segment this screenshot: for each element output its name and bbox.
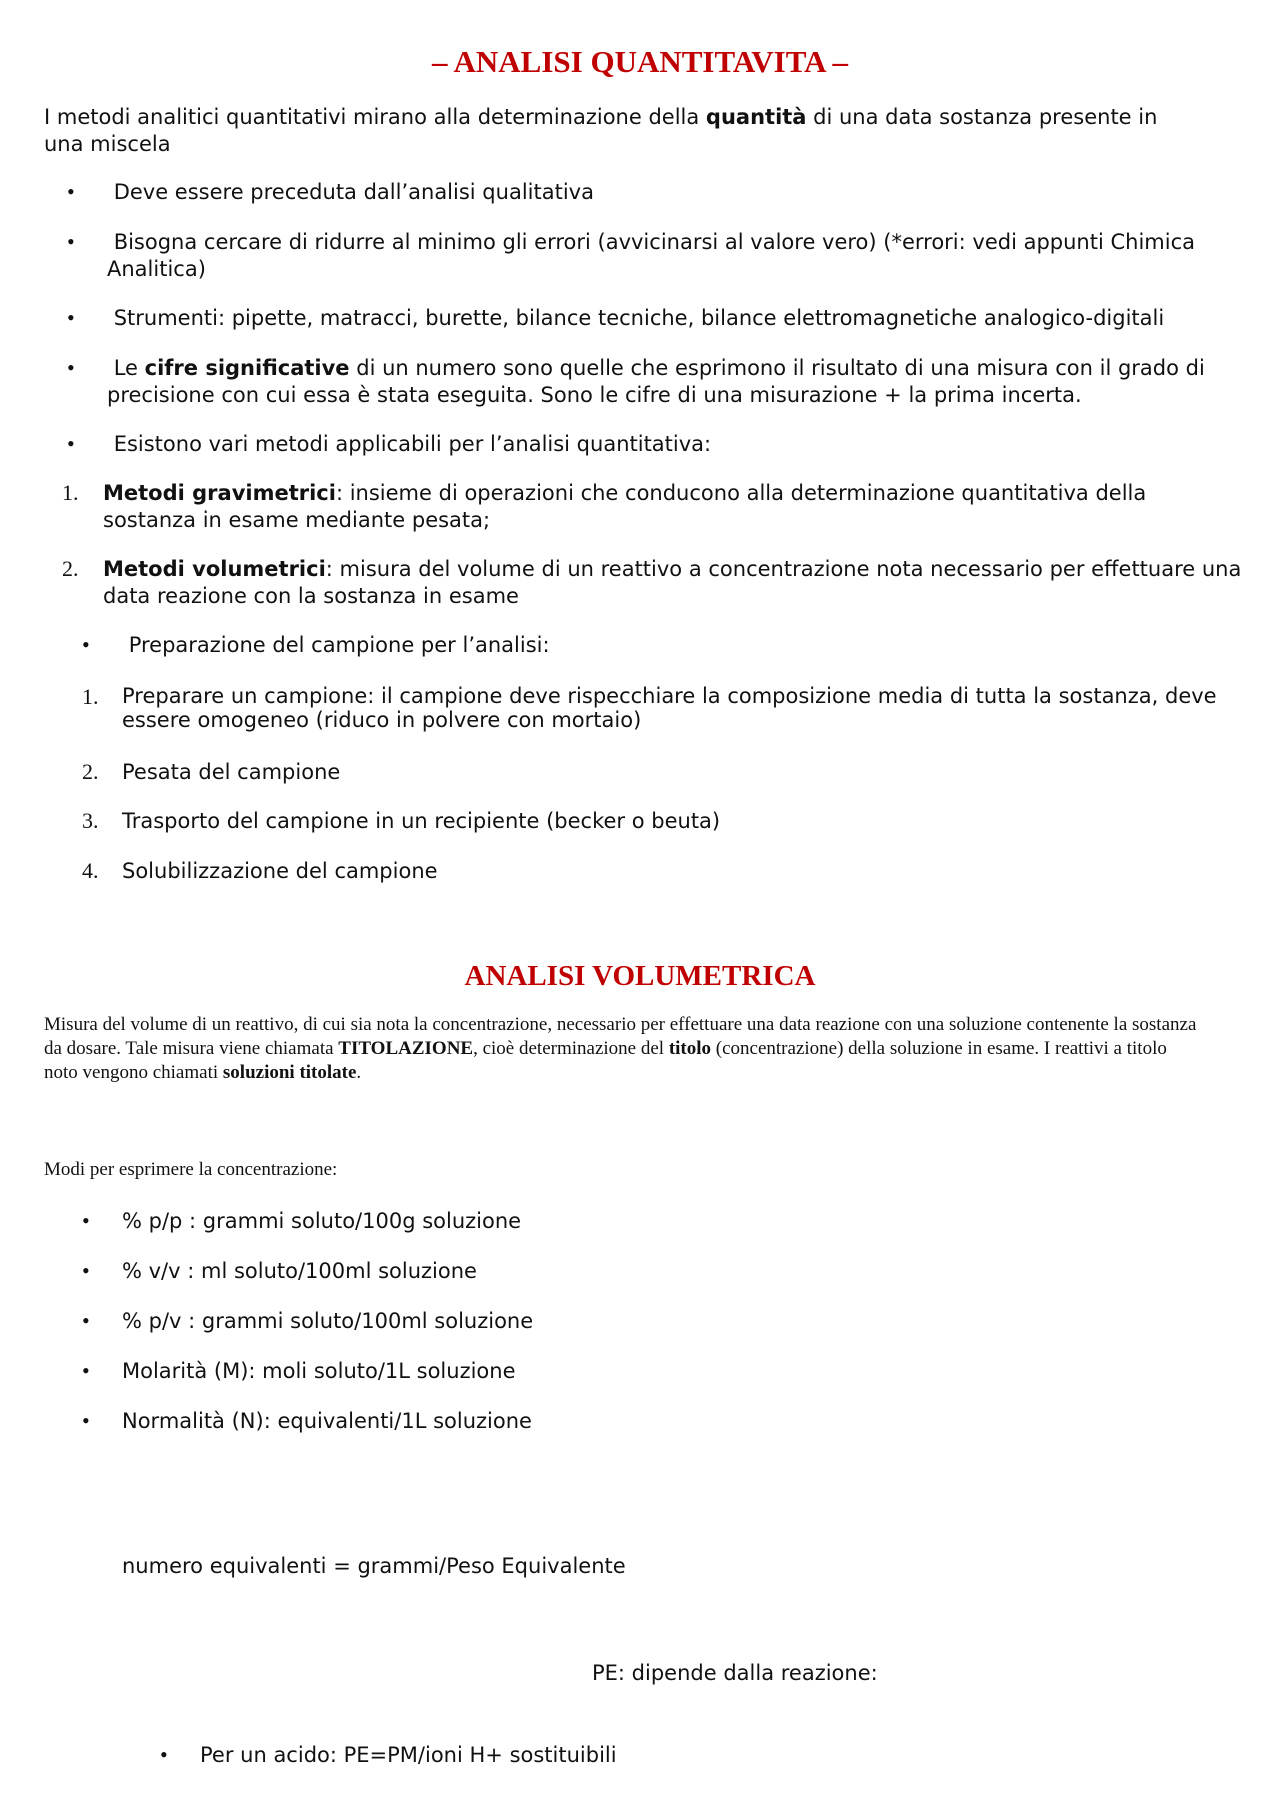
method-gravimetrici: Metodi gravimetrici: insieme di operazioni che conducono alla determinazione quantitativa della sostanza in esame mediante pesata; [103,481,1147,532]
list-item: % p/v : grammi soluto/100ml soluzione [122,1309,534,1333]
volumetrica-paragraph: Misura del volume di un reattivo, di cui sia nota la concentrazione, necessario per effettuare una data reazione con una soluzione contenente la sostanza da dosare. Tale misura viene chiamata TITOLAZIONE, cioè determinazione del titolo (concentrazione) della soluzione in esame. I reattivi a titolo noto vengono chiamati soluzioni titolate. [44,1014,1197,1083]
modi-heading: Modi per esprimere la concentrazione: [44,1159,338,1180]
list-item: Molarità (M): moli soluto/1L soluzione [122,1359,516,1383]
list-item: Esistono vari metodi applicabili per l’analisi quantitativa: [113,432,712,456]
list-item: % p/p : grammi soluto/100g soluzione [122,1209,522,1233]
bullet-marker: • [82,632,90,657]
bullet-marker: • [67,431,75,456]
bullet-marker: • [82,1408,90,1433]
bullet-marker: • [67,305,75,330]
list-item: Le cifre significative di un numero sono quelle che esprimono il risultato di una misura con il grado di precisione con cui essa è stata eseguita. Sono le cifre di una misurazione + la prima incerta. [107,356,1205,407]
list-number: 1. [62,480,79,505]
prep-step: Preparare un campione: il campione deve rispecchiare la composizione media di tutta la sostanza, deve essere omogeneo (riduco in polvere con mortaio) [122,684,1217,732]
bullet-marker: • [67,179,75,204]
list-item: Deve essere preceduta dall’analisi qualitativa [113,180,594,204]
list-item: Normalità (N): equivalenti/1L soluzione [122,1409,532,1433]
list-number: 2. [82,759,99,784]
bullet-marker: • [82,1358,90,1383]
bullet-marker: • [82,1208,90,1233]
bullet-marker: • [160,1742,168,1767]
prep-step: Solubilizzazione del campione [122,859,438,883]
list-number: 3. [82,808,99,833]
list-item: Per un acido: PE=PM/ioni H+ sostituibili [200,1743,617,1767]
prep-step: Pesata del campione [122,760,341,784]
bullet-marker: • [82,1258,90,1283]
prep-step: Trasporto del campione in un recipiente (becker o beuta) [122,809,721,833]
bullet-marker: • [67,355,75,380]
section-title: ANALISI VOLUMETRICA [464,960,816,992]
list-number: 4. [82,858,99,883]
bullet-marker: • [82,1308,90,1333]
method-volumetrici: Metodi volumetrici: misura del volume di un reattivo a concentrazione nota necessario per effettuare una data reazione con la sostanza in esame [103,557,1242,608]
list-item: Strumenti: pipette, matracci, burette, bilance tecniche, bilance elettromagnetiche analogico-digitali [113,306,1165,330]
pe-heading: PE: dipende dalla reazione: [592,1661,878,1685]
list-number: 2. [62,556,79,581]
intro-paragraph: I metodi analitici quantitativi mirano alla determinazione della quantità di una data sostanza presente in una miscela [44,105,1158,156]
prep-heading: Preparazione del campione per l’analisi: [128,633,550,657]
list-item: % v/v : ml soluto/100ml soluzione [122,1259,477,1283]
main-title: – ANALISI QUANTITAVITA – [431,44,849,79]
list-item: Bisogna cercare di ridurre al minimo gli errori (avvicinarsi al valore vero) (*errori: vedi appunti Chimica Analitica) [107,230,1195,281]
list-number: 1. [82,684,99,709]
bullet-marker: • [67,229,75,254]
equivalenti-formula: numero equivalenti = grammi/Peso Equivalente [122,1554,626,1578]
